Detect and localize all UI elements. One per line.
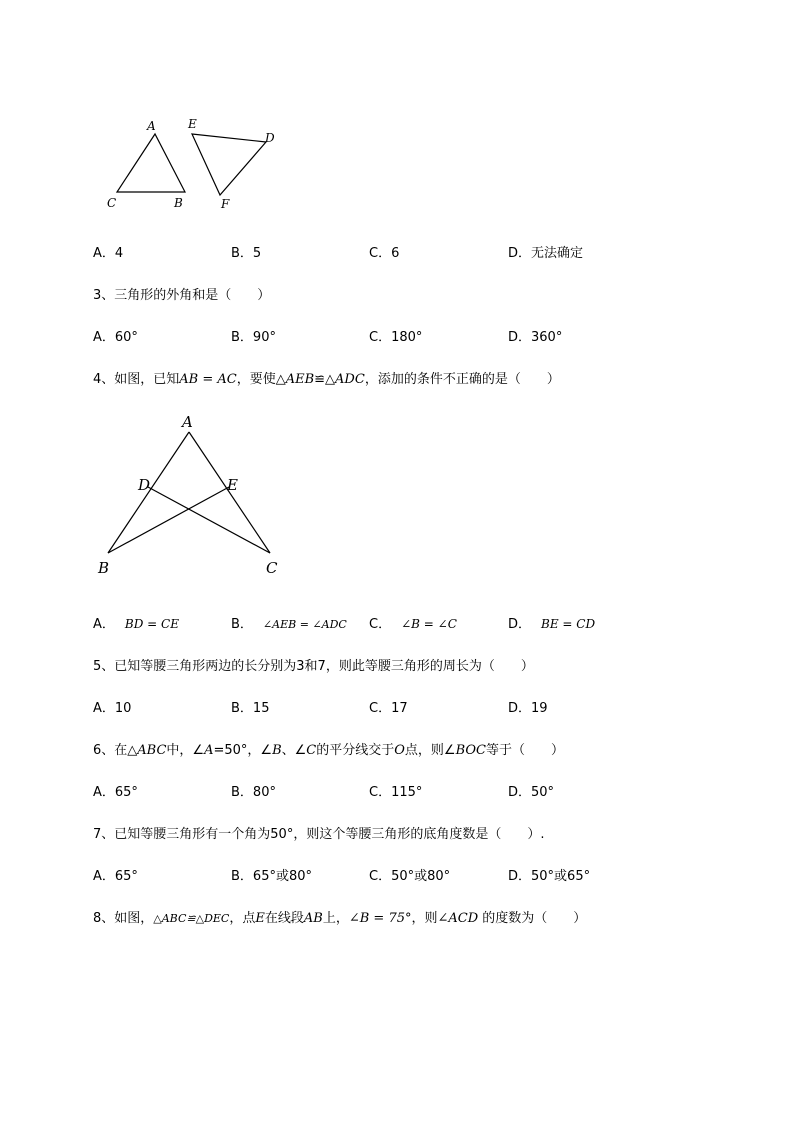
- q4-option-c: C． ∠B = ∠C: [369, 617, 457, 632]
- fig1-label-e: E: [188, 117, 197, 131]
- q7-option-c: C．50°或80°: [369, 869, 451, 884]
- q7-option-a: A．65°: [93, 869, 138, 884]
- q2-option-d: D．无法确定: [508, 246, 584, 261]
- triangle-edf: [192, 134, 266, 195]
- q4-suffix: ，添加的条件不正确的是（ ）: [364, 372, 560, 387]
- fig1-label-c: C: [107, 196, 117, 210]
- q7-option-d: D．50°或65°: [508, 869, 591, 884]
- triangle-abc: [117, 134, 185, 192]
- q3-stem: 3、三角形的外角和是（ ）: [93, 288, 271, 303]
- q2-option-c: C．6: [369, 246, 400, 261]
- q4-option-a: A． BD = CE: [93, 617, 179, 632]
- q8-stem: 8、如图，△ABC≌△DEC，点E在线段AB上，∠B = 75°，则∠ACD 的度数为（ ）: [93, 911, 587, 926]
- q5-option-a: A．10: [93, 701, 132, 716]
- fig2-label-d: D: [138, 476, 151, 494]
- fig2-label-c: C: [266, 559, 278, 577]
- q4-mid: ，要使△: [236, 372, 286, 387]
- figure-two-triangles: [100, 112, 285, 212]
- fig1-label-a: A: [147, 119, 156, 133]
- q4-stem: [93, 368, 560, 387]
- q7-stem: 7、已知等腰三角形有一个角为50°，则这个等腰三角形的底角度数是（ ）.: [93, 827, 545, 842]
- q5-option-c: C．17: [369, 701, 408, 716]
- fig2-label-a: A: [182, 413, 193, 431]
- q3-option-b: B．90°: [231, 330, 276, 345]
- segment-be: [108, 487, 229, 553]
- q3-option-d: D．360°: [508, 330, 563, 345]
- q7-option-b: B．65°或80°: [231, 869, 313, 884]
- fig1-label-f: F: [221, 197, 230, 211]
- segment-cd: [148, 487, 270, 553]
- q2-option-a: A．4: [93, 246, 124, 261]
- q4-condition: AB = AC: [179, 372, 237, 387]
- q3-option-a: A．60°: [93, 330, 138, 345]
- q6-option-c: C．115°: [369, 785, 423, 800]
- q5-option-d: D．19: [508, 701, 548, 716]
- q4-option-d: D． BE = CD: [508, 617, 596, 632]
- q6-option-a: A．65°: [93, 785, 138, 800]
- q5-stem: 5、已知等腰三角形两边的长分别为3和7，则此等腰三角形的周长为（ ）: [93, 659, 534, 674]
- q6-option-b: B．80°: [231, 785, 276, 800]
- q3-option-c: C．180°: [369, 330, 423, 345]
- q6-stem: 6、在△ABC中，∠A=50°，∠B、∠C的平分线交于O点，则∠BOC等于（ ）: [93, 743, 564, 758]
- fig1-label-b: B: [174, 196, 183, 210]
- fig1-label-d: D: [265, 131, 275, 145]
- q4-option-b: B． ∠AEB = ∠ADC: [231, 617, 347, 632]
- q4-triangle-1: AEB: [285, 372, 315, 387]
- fig2-label-b: B: [98, 559, 110, 577]
- q4-congruent-sign: ≌△: [314, 372, 336, 387]
- q5-option-b: B．15: [231, 701, 270, 716]
- fig2-label-e: E: [227, 476, 238, 494]
- figure-triangle-abc-with-cevians: [92, 410, 292, 585]
- q2-option-b: B．5: [231, 246, 262, 261]
- q4-triangle-2: ADC: [335, 372, 365, 387]
- q6-option-d: D．50°: [508, 785, 555, 800]
- q4-prefix: 4、如图，已知: [93, 372, 180, 387]
